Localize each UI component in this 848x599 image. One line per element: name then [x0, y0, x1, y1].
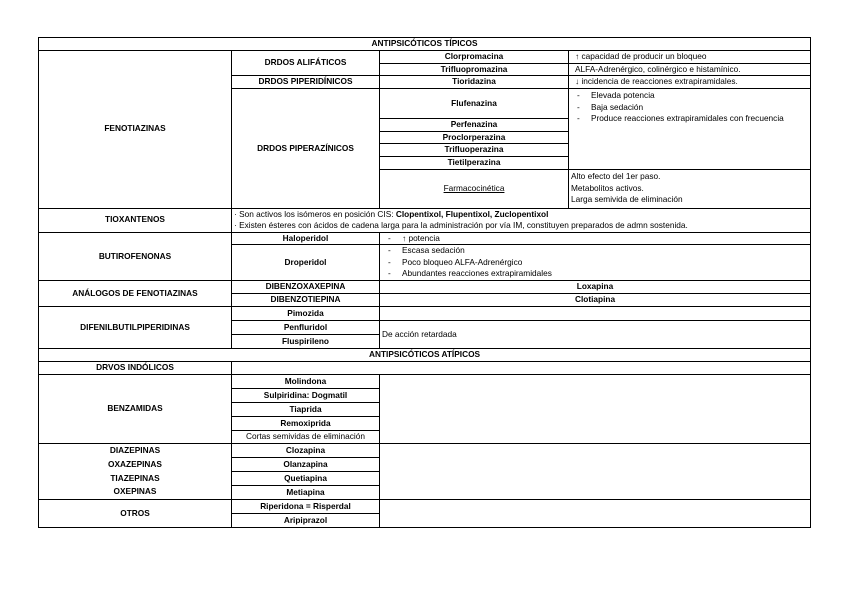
note-potencia: - ↑ potencia — [402, 233, 808, 245]
note-poco-bloqueo: - Poco bloqueo ALFA-Adrenérgico — [402, 257, 808, 269]
note-abundantes-reacciones: - Abundantes reacciones extrapiramidales — [402, 268, 808, 280]
droperidol-notes-list — [382, 245, 808, 280]
drug-quetiapina: Quetiapina — [232, 472, 380, 486]
label-oxazepinas: OXAZEPINAS — [108, 459, 162, 470]
note-escasa-sedacion: - Escasa sedación — [402, 245, 808, 257]
drug-sulpiridina: Sulpiridina: Dogmatil — [232, 389, 380, 403]
drug-haloperidol: Haloperidol — [232, 232, 380, 245]
drug-loxapina: Loxapina — [380, 281, 811, 294]
otros-label: OTROS — [39, 500, 232, 528]
note-metabolitos-activos: Metabolitos activos. — [571, 182, 644, 193]
tioxantenos-drugs: Clopentixol, Flupentixol, Zuclopentixol — [395, 208, 549, 219]
piperidinicos-label: DRDOS PIPERIDÍNICOS — [232, 76, 380, 89]
haloperidol-notes — [380, 232, 811, 245]
drug-perfenazina: Perfenazina — [380, 119, 569, 132]
drug-metiapina: Metiapina — [232, 486, 380, 500]
piperazinicos-notes-list — [571, 90, 808, 125]
typical-section-title: ANTIPSICÓTICOS TÍPICOS — [39, 38, 811, 51]
zepinas-empty-cell — [380, 444, 811, 500]
drug-clorpromacina: Clorpromacina — [380, 51, 569, 64]
farmacocinetica-notes — [569, 169, 811, 208]
drug-clotiapina: Clotiapina — [380, 294, 811, 307]
tioxantenos-line2: · Existen ésteres con ácidos de cadena larga para la administración por vía IM, constituyen preparados de admn sostenida. — [234, 220, 688, 231]
alifaticos-note-line1: ↑ capacidad de producir un bloqueo — [569, 51, 811, 64]
drug-flufenazina: Flufenazina — [380, 89, 569, 119]
haloperidol-notes-list — [382, 233, 808, 245]
zepinas-labels — [39, 444, 232, 500]
tioxantenos-notes — [232, 208, 811, 232]
indolicos-label: DRVOS INDÓLICOS — [39, 362, 232, 375]
dibenzotiepina-label: DIBENZOTIEPINA — [232, 294, 380, 307]
butirofenonas-label: BUTIROFENONAS — [39, 232, 232, 281]
difenil-empty-cell — [380, 307, 811, 321]
farmacocinetica-label: Farmacocinética — [380, 169, 569, 208]
tioxantenos-label: TIOXANTENOS — [39, 208, 232, 232]
droperidol-notes — [380, 245, 811, 281]
dibenzoxaxepina-label: DIBENZOXAXEPINA — [232, 281, 380, 294]
drug-tietilperazina: Tietilperazina — [380, 156, 569, 169]
difenil-note: De acción retardada — [380, 321, 811, 349]
drug-clozapina: Clozapina — [232, 444, 380, 458]
tioxantenos-line1-prefix: · Son activos los isómeros en posición CIS: — [234, 208, 396, 219]
note-baja-sedacion: - Baja sedación — [591, 102, 808, 114]
indolicos-empty-cell — [232, 362, 811, 375]
drug-trifluopromazina: Trifluopromazina — [380, 63, 569, 76]
note-larga-semivida: Larga semivida de eliminación — [571, 194, 683, 205]
piperazinicos-notes — [569, 89, 811, 169]
piperazinicos-label: DRDOS PIPERAZÍNICOS — [232, 89, 380, 208]
drug-droperidol: Droperidol — [232, 245, 380, 281]
note-primer-paso: Alto efecto del 1er paso. — [571, 171, 661, 182]
drug-tiaprida: Tiaprida — [232, 403, 380, 417]
drug-olanzapina: Olanzapina — [232, 458, 380, 472]
fenotiazinas-label: FENOTIAZINAS — [39, 51, 232, 209]
drug-penfluridol: Penfluridol — [232, 321, 380, 335]
otros-empty-cell — [380, 500, 811, 528]
alifaticos-note-line2: ALFA-Adrenérgico, colinérgico e histamínico. — [569, 63, 811, 76]
drug-molindona: Molindona — [232, 375, 380, 389]
analogos-label: ANÁLOGOS DE FENOTIAZINAS — [39, 281, 232, 307]
difenil-label: DIFENILBUTILPIPERIDINAS — [39, 307, 232, 349]
drug-proclorperazina: Proclorperazina — [380, 131, 569, 144]
label-diazepinas: DIAZEPINAS — [109, 445, 161, 456]
drug-fluspirileno: Fluspirileno — [232, 335, 380, 349]
label-tiazepinas: TIAZEPINAS — [110, 472, 160, 483]
drug-tioridazina: Tioridazina — [380, 76, 569, 89]
benzamidas-empty-cell — [380, 375, 811, 444]
label-oxepinas: OXEPINAS — [113, 486, 157, 497]
drug-remoxiprida: Remoxiprida — [232, 417, 380, 431]
benzamidas-note: Cortas semividas de eliminación — [232, 431, 380, 444]
antipsychotics-table-sheet — [38, 37, 810, 528]
drug-aripiprazol: Aripiprazol — [232, 514, 380, 528]
alifaticos-label: DRDOS ALIFÁTICOS — [232, 51, 380, 76]
piperidinicos-note: ↓ incidencia de reacciones extrapiramidales. — [569, 76, 811, 89]
note-elevada-potencia: - Elevada potencia — [591, 90, 808, 102]
note-reacciones-extrapiramidales: - Produce reacciones extrapiramidales con frecuencia — [591, 113, 808, 125]
tioxantenos-line1 — [234, 209, 808, 221]
antipsychotics-table — [38, 37, 811, 528]
drug-trifluoperazina: Trifluoperazina — [380, 144, 569, 157]
drug-risperidona: Riperidona = Risperdal — [232, 500, 380, 514]
drug-pimozida: Pimozida — [232, 307, 380, 321]
atypical-section-title: ANTIPSICÓTICOS ATÍPICOS — [39, 349, 811, 362]
benzamidas-label: BENZAMIDAS — [39, 375, 232, 444]
